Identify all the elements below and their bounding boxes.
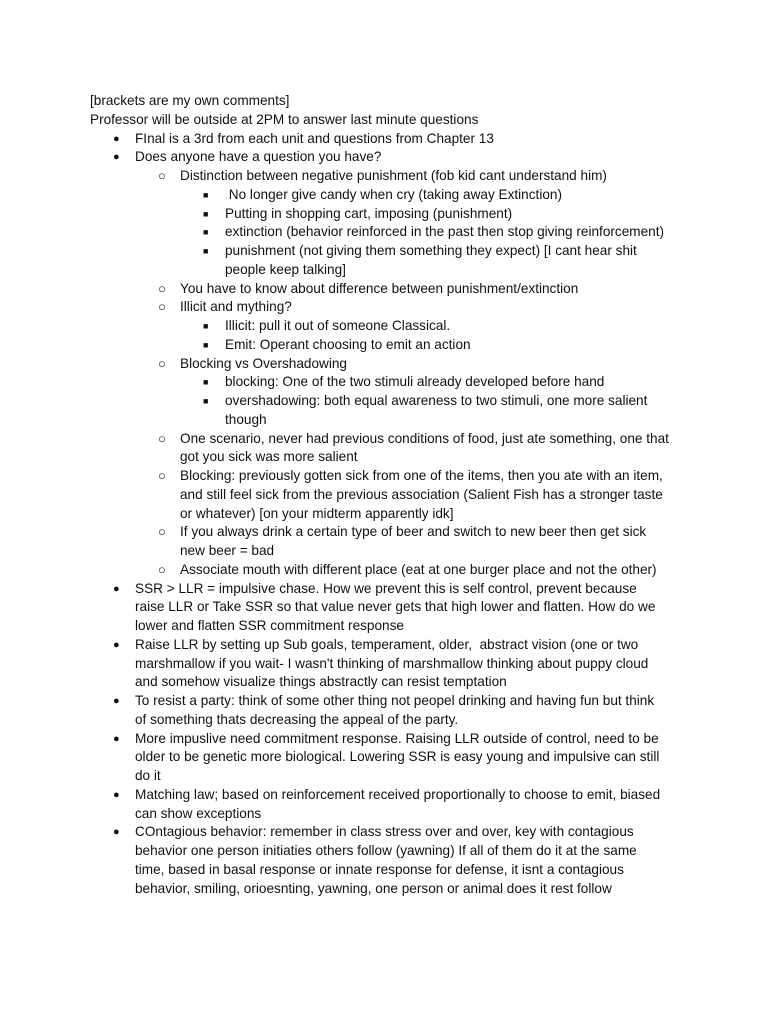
line-text: new beer = bad [180,543,275,558]
line-text: Raise LLR by setting up Sub goals, temperament, older, abstract vision (one or two [135,636,639,652]
line-text: lower and flatten SSR commitment response [135,618,404,633]
list-item [0,692,768,711]
list-item [0,130,768,149]
list-item [0,561,768,580]
list-item [0,298,768,317]
bullet-icon: ■ [203,227,209,238]
line-text: Professor will be outside at 2PM to answer last minute questions [90,111,479,127]
line-text: raise LLR or Take SSR so that value never gets that high lower and flatten. How do we [135,599,656,615]
line-text: blocking: One of the two stimuli already developed before hand [225,374,605,390]
line-text: Associate mouth with different place (eat at one burger place and not the other) [180,561,657,577]
text-line [0,505,768,524]
bullet-icon: ■ [203,208,209,219]
line-text: Distinction between negative punishment (fob kid cant understand him) [180,168,607,183]
list-item [0,223,768,242]
list-item [0,823,768,842]
text-line [0,842,768,861]
text-line [0,448,768,467]
text-line [0,598,768,617]
list-item [0,730,768,749]
text-line [0,111,768,130]
line-text: Emit: Operant choosing to emit an action [225,336,471,352]
text-line [0,92,768,111]
bullet-icon: ■ [203,321,209,331]
bullet-icon: ● [113,151,120,164]
bullet-icon: ○ [158,168,166,183]
line-text: SSR > LLR = impulsive chase. How we prevent this is self control, prevent because [135,580,637,596]
text-line [0,880,768,899]
line-text: behavior, smiling, orioesnting, yawning, one person or animal does it rest follow [135,880,612,896]
text-line [0,617,768,636]
list-item [0,148,768,167]
line-text: No longer give candy when cry (taking away Extinction) [225,186,562,202]
line-text: Illicit and mything? [180,299,292,315]
line-text: Blocking vs Overshadowing [180,355,347,371]
bullet-icon: ○ [158,280,166,296]
list-item [0,636,768,655]
list-item [0,580,768,599]
text-line [0,767,768,786]
list-item [0,467,768,486]
line-text: Putting in shopping cart, imposing (punishment) [225,205,513,221]
line-text: You have to know about difference between punishment/extinction [180,280,579,296]
list-item [0,392,768,411]
line-text: COntagious behavior: remember in class stress over and over, key with contagious [135,824,634,840]
line-text: people keep talking] [225,261,346,277]
text-line [0,748,768,767]
bullet-icon: ■ [203,339,209,350]
list-item [0,336,768,355]
line-text: do it [135,768,161,783]
line-text: though [225,411,267,427]
bullet-icon: ■ [203,189,209,200]
bullet-icon: ● [113,826,120,839]
list-item [0,205,768,224]
list-item [0,317,768,336]
bullet-icon: ○ [158,355,166,371]
bullet-icon: ○ [158,299,166,315]
line-text: behavior one person initiaties others follow (yawning) If all of them do it at the same [135,843,637,858]
bullet-icon: ■ [203,246,209,256]
text-line [0,861,768,880]
bullet-icon: ○ [158,430,166,446]
list-item [0,242,768,261]
bullet-icon: ● [113,732,120,745]
line-text: or whatever) [on your midterm apparently idk] [180,505,454,521]
text-line [0,711,768,730]
line-text: One scenario, never had previous conditions of food, just ate something, one that [180,430,669,446]
line-text: overshadowing: both equal awareness to two stimuli, one more salient [225,393,648,408]
list-item [0,786,768,805]
list-item [0,355,768,374]
bullet-icon: ● [113,788,120,801]
bullet-icon: ○ [158,524,166,540]
text-line [0,542,768,561]
line-text: time, based in basal response or innate response for defense, it isnt a contagious [135,861,624,877]
line-text: and still feel sick from the previous association (Salient Fish has a stronger taste [180,486,663,502]
bullet-icon: ● [113,638,120,651]
list-item [0,430,768,449]
line-text: More impuslive need commitment response. Raising LLR outside of control, need to be [135,730,659,746]
line-text: of something thats decreasing the appeal of the party. [135,711,459,727]
text-line [0,673,768,692]
text-line [0,486,768,505]
text-line [0,805,768,824]
bullet-icon: ● [113,132,120,145]
text-line [0,261,768,280]
line-text: got you sick was more salient [180,449,358,465]
bullet-icon: ● [113,695,120,707]
line-text: marshmallow if you wait- I wasn't thinking of marshmallow thinking about puppy cloud [135,655,649,671]
text-line [0,411,768,430]
bullet-icon: ■ [203,377,209,388]
line-text: extinction (behavior reinforced in the past then stop giving reinforcement) [225,224,665,240]
line-text: and somehow visualize things abstractly can resist temptation [135,674,507,690]
line-text: Illicit: pull it out of someone Classical. [225,318,451,333]
text-line [0,655,768,674]
list-item [0,280,768,299]
list-item [0,167,768,186]
bullet-icon: ■ [203,396,209,406]
line-text: punishment (not giving them something they expect) [I cant hear shit [225,243,637,258]
line-text: If you always drink a certain type of beer and switch to new beer then get sick [180,524,647,540]
list-item [0,373,768,392]
line-text: older to be genetic more biological. Lowering SSR is easy young and impulsive can still [135,749,660,765]
line-text: Blocking: previously gotten sick from one of the items, then you ate with an item, [180,468,663,483]
line-text: FInal is a 3rd from each unit and questions from Chapter 13 [135,130,494,146]
line-text: Matching law; based on reinforcement received proportionally to choose to emit, biased [135,786,661,802]
line-text: To resist a party: think of some other thing not peopel drinking and having fun but think [135,693,655,708]
list-item [0,523,768,542]
line-text: [brackets are my own comments] [90,93,290,108]
bullet-icon: ○ [158,468,166,483]
line-text: Does anyone have a question you have? [135,149,382,165]
bullet-icon: ● [113,582,120,595]
list-item [0,186,768,205]
line-text: can show exceptions [135,805,262,821]
bullet-icon: ○ [158,561,166,577]
